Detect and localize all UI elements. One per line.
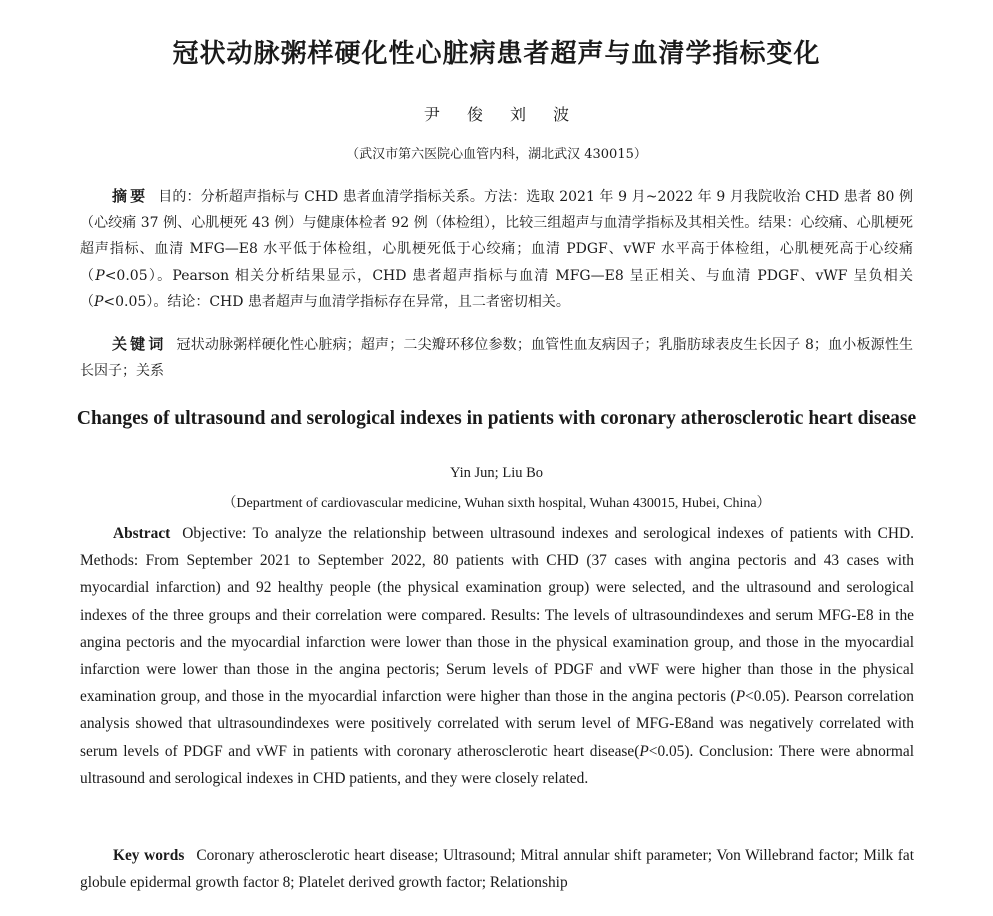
chinese-p-symbol-2: P xyxy=(94,293,104,310)
chinese-abstract-text-3: <0.05）。结论：CHD 患者超声与血清学指标存在异常，且二者密切相关。 xyxy=(103,293,570,310)
english-keywords xyxy=(80,842,914,896)
english-title: Changes of ultrasound and serological indexes in patients with coronary atherosclerotic heart disease xyxy=(76,408,917,429)
chinese-p-symbol-1: P xyxy=(95,267,105,284)
english-abstract-text-1: Objective: To analyze the relationship between ultrasound indexes and serological indexes of patients with CHD. Methods: From September 2021 to September 2022, 80 patients with CHD (37 cases with angina pectoris and 43 cases with myocardial infarction) and 92 healthy people (the physical examination group) were selected, and the ultrasound and serological indexes of the three groups and their correlation were compared. Results: The levels of ultrasoundindexes and serum MFG-E8 in the angina pectoris and the myocardial infarction were lower than those in the physical examination group, and those in the myocardial infarction were lower than those in the angina pectoris; Serum levels of PDGF and vWF were higher than those in the physical examination group, and those in the myocardial infarction were higher than those in the angina pectoris ( xyxy=(80,525,914,706)
english-p-symbol-1: P xyxy=(735,688,746,706)
chinese-affiliation: （武汉市第六医院心血管内科，湖北武汉 430015） xyxy=(346,147,647,162)
english-authors: Yin Jun; Liu Bo xyxy=(449,465,544,481)
english-p-symbol-2: P xyxy=(639,742,649,760)
english-affiliation: （Department of cardiovascular medicine, Wuhan sixth hospital, Wuhan 430015, Hubei, China） xyxy=(222,496,771,511)
english-abstract-text-2: <0.05). Pearson correlation analysis showed that ultrasoundindexes were positively correlated with serum level of MFG-E8and was negatively correlated with serum levels of PDGF and vWF in patients with coronary atherosclerotic heart disease( xyxy=(80,688,914,760)
english-keywords-label: Key words xyxy=(113,847,185,864)
chinese-abstract xyxy=(80,183,913,315)
english-abstract-text-3: <0.05). Conclusion: There were abnormal ultrasound and serological indexes in CHD patients, and they were closely related. xyxy=(80,742,914,787)
english-abstract-label: Abstract xyxy=(113,525,171,542)
chinese-abstract-text-1: 目的：分析超声指标与 CHD 患者血清学指标关系。方法：选取 2021 年 9 月~2022 年 9 月我院收治 CHD 患者 80 例（心绞痛 37 例、心肌梗死 43 例）与健康体检者 92 例（体检组），比较三组超声与血清学指标及其相关性。结果：心绞痛、心肌梗死超声指标、血清 MFG—E8 水平低于体检组，心肌梗死低于心绞痛；血清 PDGF、vWF 水平高于体检组，心肌梗死高于心绞痛（ xyxy=(80,189,913,284)
chinese-title: 冠状动脉粥样硬化性心脏病患者超声与血清学指标变化 xyxy=(172,39,821,69)
chinese-keywords-label: 关键词 xyxy=(112,335,167,353)
chinese-keywords xyxy=(80,331,913,384)
chinese-abstract-text-2: <0.05）。Pearson 相关分析结果显示，CHD 患者超声指标与血清 MFG—E8 呈正相关、与血清 PDGF、vWF 呈负相关（ xyxy=(80,267,914,310)
english-abstract xyxy=(80,520,914,792)
chinese-keywords-text: 冠状动脉粥样硬化性心脏病；超声；二尖瓣环移位参数；血管性血友病因子；乳脂肪球表皮生长因子 8；血小板源性生长因子；关系 xyxy=(80,337,913,380)
english-keywords-text: Coronary atherosclerotic heart disease; Ultrasound; Mitral annular shift parameter; Von Willebrand factor; Milk fat globule epidermal growth factor 8; Platelet derived growth factor; Relationship xyxy=(80,847,914,892)
chinese-abstract-label: 摘要 xyxy=(112,187,149,205)
chinese-authors: 尹 俊 刘 波 xyxy=(423,105,570,124)
